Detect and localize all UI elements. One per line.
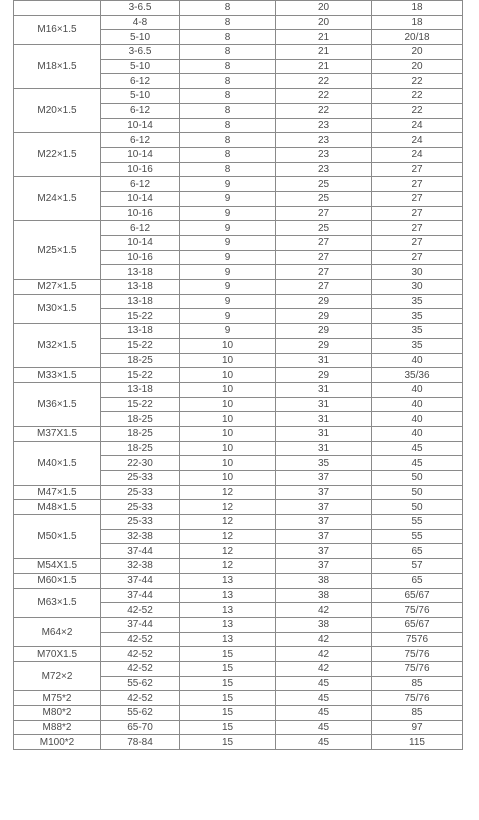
length-cell: 37 <box>276 500 372 515</box>
range-cell: 10-14 <box>101 191 180 206</box>
size-cell: 13 <box>180 617 276 632</box>
range-cell: 42-52 <box>101 632 180 647</box>
range-cell: 37-44 <box>101 617 180 632</box>
range-cell: 55-62 <box>101 706 180 721</box>
range-cell: 13-18 <box>101 280 180 295</box>
length-cell: 45 <box>276 676 372 691</box>
length-cell: 27 <box>276 265 372 280</box>
range-cell: 6-12 <box>101 74 180 89</box>
size-cell: 12 <box>180 529 276 544</box>
table-row <box>14 324 463 339</box>
wrench-cell: 57 <box>372 559 463 574</box>
wrench-cell: 27 <box>372 162 463 177</box>
table-row <box>14 559 463 574</box>
length-cell: 21 <box>276 30 372 45</box>
length-cell: 23 <box>276 133 372 148</box>
wrench-cell: 22 <box>372 89 463 104</box>
thread-size-cell: M20×1.5 <box>14 89 101 133</box>
size-cell: 12 <box>180 559 276 574</box>
size-cell: 8 <box>180 15 276 30</box>
range-cell: 25-33 <box>101 515 180 530</box>
length-cell: 38 <box>276 573 372 588</box>
length-cell: 42 <box>276 647 372 662</box>
size-cell: 9 <box>180 265 276 280</box>
size-cell: 13 <box>180 573 276 588</box>
table-row <box>14 426 463 441</box>
thread-size-cell: M50×1.5 <box>14 515 101 559</box>
thread-size-cell: M36×1.5 <box>14 382 101 426</box>
table-row <box>14 221 463 236</box>
range-cell: 5-10 <box>101 59 180 74</box>
wrench-cell: 40 <box>372 426 463 441</box>
table-row <box>14 691 463 706</box>
range-cell: 10-16 <box>101 250 180 265</box>
table-row <box>14 661 463 676</box>
wrench-cell: 35 <box>372 324 463 339</box>
range-cell: 18-25 <box>101 441 180 456</box>
range-cell: 25-33 <box>101 500 180 515</box>
length-cell: 31 <box>276 441 372 456</box>
thread-size-cell: M33×1.5 <box>14 368 101 383</box>
table-row <box>14 735 463 750</box>
wrench-cell: 20 <box>372 45 463 60</box>
size-cell: 8 <box>180 133 276 148</box>
range-cell: 13-18 <box>101 324 180 339</box>
size-cell: 9 <box>180 177 276 192</box>
table-row <box>14 720 463 735</box>
wrench-cell: 27 <box>372 250 463 265</box>
table-row <box>14 133 463 148</box>
thread-size-cell: M47×1.5 <box>14 485 101 500</box>
wrench-cell: 24 <box>372 147 463 162</box>
length-cell: 45 <box>276 691 372 706</box>
size-cell: 9 <box>180 206 276 221</box>
size-cell: 8 <box>180 162 276 177</box>
size-cell: 8 <box>180 30 276 45</box>
wrench-cell: 85 <box>372 676 463 691</box>
table-row <box>14 647 463 662</box>
size-cell: 8 <box>180 59 276 74</box>
wrench-cell: 35 <box>372 309 463 324</box>
range-cell: 78-84 <box>101 735 180 750</box>
length-cell: 27 <box>276 280 372 295</box>
table-row <box>14 45 463 60</box>
thread-size-cell: M40×1.5 <box>14 441 101 485</box>
wrench-cell: 20/18 <box>372 30 463 45</box>
wrench-cell: 45 <box>372 441 463 456</box>
wrench-cell: 27 <box>372 206 463 221</box>
wrench-cell: 35/36 <box>372 368 463 383</box>
length-cell: 38 <box>276 617 372 632</box>
wrench-cell: 40 <box>372 412 463 427</box>
length-cell: 31 <box>276 382 372 397</box>
size-cell: 13 <box>180 632 276 647</box>
length-cell: 42 <box>276 661 372 676</box>
thread-size-cell: M18×1.5 <box>14 45 101 89</box>
size-cell: 10 <box>180 382 276 397</box>
size-cell: 9 <box>180 250 276 265</box>
thread-size-cell: M27×1.5 <box>14 280 101 295</box>
length-cell: 37 <box>276 471 372 486</box>
range-cell: 5-10 <box>101 89 180 104</box>
thread-size-cell: M37X1.5 <box>14 426 101 441</box>
length-cell: 29 <box>276 368 372 383</box>
size-cell: 10 <box>180 426 276 441</box>
spec-table-container <box>13 0 462 750</box>
size-cell: 12 <box>180 544 276 559</box>
size-cell: 8 <box>180 1 276 16</box>
table-row <box>14 588 463 603</box>
length-cell: 23 <box>276 118 372 133</box>
wrench-cell: 50 <box>372 485 463 500</box>
wrench-cell: 65/67 <box>372 588 463 603</box>
size-cell: 9 <box>180 280 276 295</box>
size-cell: 9 <box>180 221 276 236</box>
range-cell: 13-18 <box>101 294 180 309</box>
size-cell: 12 <box>180 515 276 530</box>
table-row <box>14 15 463 30</box>
range-cell: 42-52 <box>101 647 180 662</box>
thread-size-cell: M63×1.5 <box>14 588 101 617</box>
table-row <box>14 368 463 383</box>
length-cell: 22 <box>276 89 372 104</box>
range-cell: 10-14 <box>101 147 180 162</box>
thread-size-cell <box>14 1 101 16</box>
range-cell: 15-22 <box>101 397 180 412</box>
range-cell: 6-12 <box>101 133 180 148</box>
wrench-cell: 24 <box>372 118 463 133</box>
wrench-cell: 85 <box>372 706 463 721</box>
length-cell: 31 <box>276 426 372 441</box>
thread-size-cell: M64×2 <box>14 617 101 646</box>
length-cell: 37 <box>276 559 372 574</box>
range-cell: 65-70 <box>101 720 180 735</box>
size-cell: 8 <box>180 103 276 118</box>
size-cell: 15 <box>180 647 276 662</box>
length-cell: 45 <box>276 720 372 735</box>
length-cell: 25 <box>276 177 372 192</box>
thread-spec-table <box>13 0 463 750</box>
length-cell: 27 <box>276 206 372 221</box>
wrench-cell: 35 <box>372 294 463 309</box>
length-cell: 22 <box>276 74 372 89</box>
size-cell: 15 <box>180 720 276 735</box>
size-cell: 9 <box>180 236 276 251</box>
length-cell: 27 <box>276 236 372 251</box>
range-cell: 25-33 <box>101 485 180 500</box>
wrench-cell: 18 <box>372 15 463 30</box>
wrench-cell: 50 <box>372 471 463 486</box>
wrench-cell: 40 <box>372 397 463 412</box>
range-cell: 15-22 <box>101 338 180 353</box>
wrench-cell: 30 <box>372 280 463 295</box>
range-cell: 42-52 <box>101 691 180 706</box>
size-cell: 8 <box>180 74 276 89</box>
length-cell: 29 <box>276 338 372 353</box>
wrench-cell: 27 <box>372 191 463 206</box>
range-cell: 10-16 <box>101 206 180 221</box>
size-cell: 9 <box>180 294 276 309</box>
length-cell: 37 <box>276 515 372 530</box>
length-cell: 31 <box>276 353 372 368</box>
table-row <box>14 441 463 456</box>
table-row <box>14 89 463 104</box>
range-cell: 18-25 <box>101 426 180 441</box>
thread-size-cell: M54X1.5 <box>14 559 101 574</box>
thread-size-cell: M70X1.5 <box>14 647 101 662</box>
size-cell: 9 <box>180 191 276 206</box>
length-cell: 37 <box>276 529 372 544</box>
wrench-cell: 22 <box>372 103 463 118</box>
thread-size-cell: M80*2 <box>14 706 101 721</box>
thread-size-cell: M60×1.5 <box>14 573 101 588</box>
size-cell: 12 <box>180 500 276 515</box>
length-cell: 20 <box>276 15 372 30</box>
wrench-cell: 115 <box>372 735 463 750</box>
range-cell: 6-12 <box>101 103 180 118</box>
size-cell: 10 <box>180 353 276 368</box>
table-row <box>14 1 463 16</box>
wrench-cell: 22 <box>372 74 463 89</box>
range-cell: 18-25 <box>101 353 180 368</box>
length-cell: 27 <box>276 250 372 265</box>
size-cell: 12 <box>180 485 276 500</box>
table-row <box>14 382 463 397</box>
range-cell: 37-44 <box>101 544 180 559</box>
range-cell: 15-22 <box>101 368 180 383</box>
thread-size-cell: M88*2 <box>14 720 101 735</box>
range-cell: 4-8 <box>101 15 180 30</box>
length-cell: 31 <box>276 397 372 412</box>
range-cell: 37-44 <box>101 573 180 588</box>
size-cell: 9 <box>180 309 276 324</box>
range-cell: 10-14 <box>101 236 180 251</box>
length-cell: 23 <box>276 162 372 177</box>
table-row <box>14 500 463 515</box>
range-cell: 18-25 <box>101 412 180 427</box>
length-cell: 35 <box>276 456 372 471</box>
length-cell: 22 <box>276 103 372 118</box>
wrench-cell: 55 <box>372 529 463 544</box>
size-cell: 9 <box>180 324 276 339</box>
length-cell: 29 <box>276 324 372 339</box>
range-cell: 3-6.5 <box>101 1 180 16</box>
wrench-cell: 97 <box>372 720 463 735</box>
range-cell: 22-30 <box>101 456 180 471</box>
length-cell: 37 <box>276 485 372 500</box>
wrench-cell: 50 <box>372 500 463 515</box>
table-row <box>14 617 463 632</box>
thread-size-cell: M32×1.5 <box>14 324 101 368</box>
thread-size-cell: M72×2 <box>14 661 101 690</box>
table-row <box>14 706 463 721</box>
table-row <box>14 485 463 500</box>
size-cell: 8 <box>180 45 276 60</box>
wrench-cell: 40 <box>372 353 463 368</box>
range-cell: 10-14 <box>101 118 180 133</box>
size-cell: 10 <box>180 441 276 456</box>
size-cell: 13 <box>180 588 276 603</box>
table-row <box>14 515 463 530</box>
wrench-cell: 27 <box>372 236 463 251</box>
range-cell: 37-44 <box>101 588 180 603</box>
range-cell: 32-38 <box>101 559 180 574</box>
length-cell: 45 <box>276 706 372 721</box>
wrench-cell: 75/76 <box>372 691 463 706</box>
table-row <box>14 573 463 588</box>
range-cell: 32-38 <box>101 529 180 544</box>
length-cell: 25 <box>276 221 372 236</box>
wrench-cell: 18 <box>372 1 463 16</box>
length-cell: 21 <box>276 59 372 74</box>
wrench-cell: 65 <box>372 544 463 559</box>
length-cell: 38 <box>276 588 372 603</box>
range-cell: 6-12 <box>101 221 180 236</box>
table-body <box>14 1 463 750</box>
thread-size-cell: M48×1.5 <box>14 500 101 515</box>
size-cell: 15 <box>180 691 276 706</box>
wrench-cell: 27 <box>372 221 463 236</box>
size-cell: 10 <box>180 471 276 486</box>
wrench-cell: 7576 <box>372 632 463 647</box>
range-cell: 5-10 <box>101 30 180 45</box>
range-cell: 55-62 <box>101 676 180 691</box>
wrench-cell: 65 <box>372 573 463 588</box>
size-cell: 10 <box>180 412 276 427</box>
size-cell: 15 <box>180 706 276 721</box>
thread-size-cell: M25×1.5 <box>14 221 101 280</box>
table-row <box>14 294 463 309</box>
range-cell: 6-12 <box>101 177 180 192</box>
length-cell: 20 <box>276 1 372 16</box>
range-cell: 13-18 <box>101 382 180 397</box>
wrench-cell: 30 <box>372 265 463 280</box>
size-cell: 15 <box>180 676 276 691</box>
table-row <box>14 177 463 192</box>
thread-size-cell: M16×1.5 <box>14 15 101 44</box>
size-cell: 8 <box>180 118 276 133</box>
table-row <box>14 280 463 295</box>
wrench-cell: 65/67 <box>372 617 463 632</box>
wrench-cell: 40 <box>372 382 463 397</box>
size-cell: 10 <box>180 368 276 383</box>
length-cell: 45 <box>276 735 372 750</box>
thread-size-cell: M30×1.5 <box>14 294 101 323</box>
size-cell: 15 <box>180 735 276 750</box>
wrench-cell: 75/76 <box>372 603 463 618</box>
size-cell: 13 <box>180 603 276 618</box>
length-cell: 23 <box>276 147 372 162</box>
length-cell: 21 <box>276 45 372 60</box>
wrench-cell: 24 <box>372 133 463 148</box>
size-cell: 10 <box>180 456 276 471</box>
length-cell: 29 <box>276 294 372 309</box>
thread-size-cell: M22×1.5 <box>14 133 101 177</box>
length-cell: 37 <box>276 544 372 559</box>
wrench-cell: 55 <box>372 515 463 530</box>
range-cell: 25-33 <box>101 471 180 486</box>
size-cell: 10 <box>180 338 276 353</box>
range-cell: 42-52 <box>101 603 180 618</box>
length-cell: 42 <box>276 603 372 618</box>
size-cell: 8 <box>180 147 276 162</box>
wrench-cell: 75/76 <box>372 647 463 662</box>
range-cell: 10-16 <box>101 162 180 177</box>
size-cell: 15 <box>180 661 276 676</box>
size-cell: 8 <box>180 89 276 104</box>
thread-size-cell: M100*2 <box>14 735 101 750</box>
wrench-cell: 27 <box>372 177 463 192</box>
range-cell: 42-52 <box>101 661 180 676</box>
wrench-cell: 45 <box>372 456 463 471</box>
range-cell: 15-22 <box>101 309 180 324</box>
range-cell: 3-6.5 <box>101 45 180 60</box>
thread-size-cell: M24×1.5 <box>14 177 101 221</box>
wrench-cell: 35 <box>372 338 463 353</box>
wrench-cell: 20 <box>372 59 463 74</box>
length-cell: 25 <box>276 191 372 206</box>
length-cell: 42 <box>276 632 372 647</box>
length-cell: 29 <box>276 309 372 324</box>
wrench-cell: 75/76 <box>372 661 463 676</box>
size-cell: 10 <box>180 397 276 412</box>
thread-size-cell: M75*2 <box>14 691 101 706</box>
range-cell: 13-18 <box>101 265 180 280</box>
length-cell: 31 <box>276 412 372 427</box>
